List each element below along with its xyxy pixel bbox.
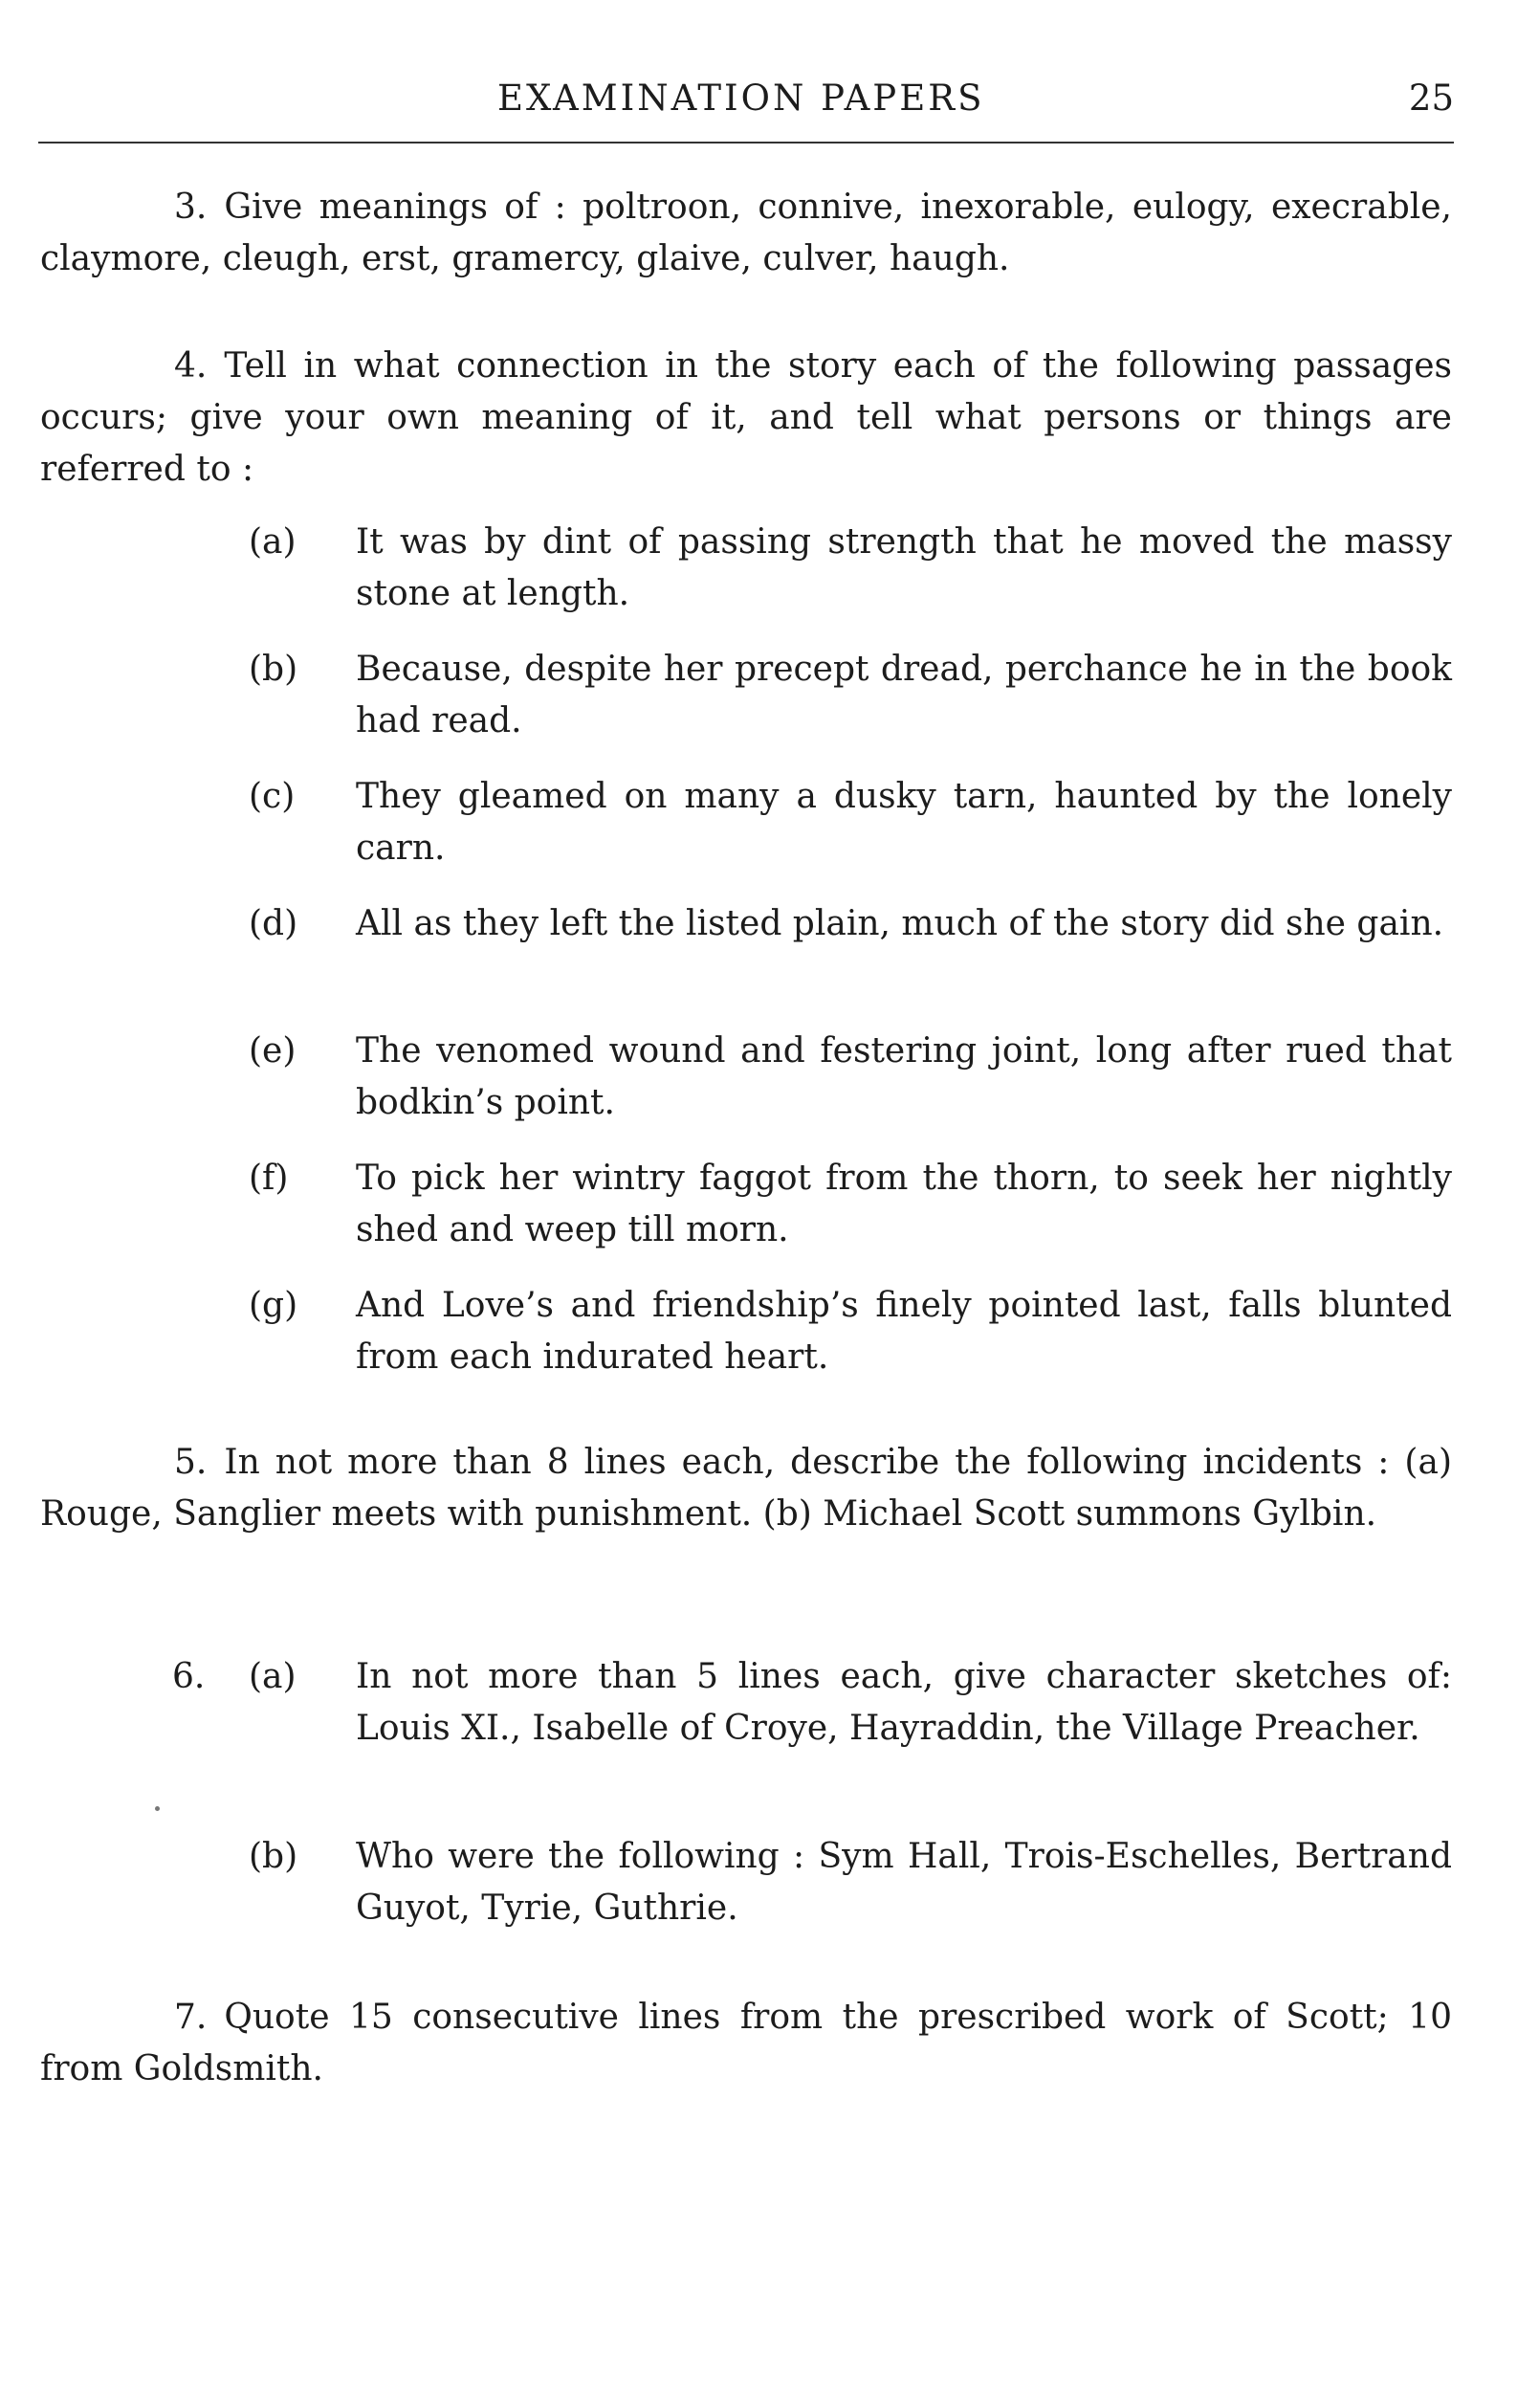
sub-item-text: The venomed wound and festering joint, long after rued that bodkin’s point.: [356, 1031, 1452, 1122]
running-head: [38, 75, 1454, 132]
sub-item-text: And Love’s and friendship’s finely pointed last, falls blunted from each indurated heart.: [356, 1286, 1452, 1377]
sub-item-text: Because, despite her precept dread, perchance he in the book had read.: [356, 650, 1452, 740]
question-7: [40, 1992, 1452, 2095]
question-text: Give meanings of : poltroon, connive, inexorable, eulogy, execrable, claymore, cleugh, erst, gramercy, glaive, culver, haugh.: [40, 188, 1452, 278]
question-text: Tell in what connection in the story each of the following passages occurs; give your own meaning of it, and tell what persons or things are referred to :: [40, 346, 1452, 489]
question-number: 7.: [174, 1998, 208, 2037]
question-4: [40, 341, 1452, 496]
question-number: 5.: [174, 1443, 208, 1482]
sub-item-text: Who were the following : Sym Hall, Trois-Eschelles, Bertrand Guyot, Tyrie, Guthrie.: [356, 1837, 1452, 1928]
question-5: [40, 1437, 1452, 1540]
sub-item-text: It was by dint of passing strength that he moved the massy stone at length.: [356, 522, 1452, 613]
sub-item-label: (c): [249, 777, 296, 816]
running-title: EXAMINATION PAPERS: [497, 77, 985, 119]
sub-item-label: (a): [249, 522, 297, 562]
print-speck: [155, 1806, 160, 1811]
page-number: 25: [1408, 77, 1454, 119]
sub-item-label: (g): [249, 1286, 298, 1325]
sub-item-label: (d): [249, 904, 298, 943]
sub-item-text: To pick her wintry faggot from the thorn, to seek her nightly shed and weep till morn.: [356, 1159, 1452, 1249]
sub-item-text: They gleamed on many a dusky tarn, haunted by the lonely carn.: [356, 777, 1452, 868]
sub-item-label: (b): [249, 650, 298, 689]
question-number: 4.: [174, 346, 208, 386]
header-rule: [38, 142, 1454, 144]
sub-item-label: (a): [249, 1657, 297, 1696]
sub-item-text: In not more than 5 lines each, give character sketches of: Louis XI., Isabelle of Croye, Hayraddin, the Village Preacher.: [356, 1657, 1452, 1748]
sub-item-label: (e): [249, 1031, 297, 1071]
question-text: Quote 15 consecutive lines from the prescribed work of Scott; 10 from Goldsmith.: [40, 1998, 1452, 2088]
question-number: 3.: [174, 188, 208, 227]
question-3: [40, 182, 1452, 285]
question-number: 6.: [172, 1657, 206, 1696]
sub-item-text: All as they left the listed plain, much of the story did she gain.: [356, 904, 1444, 943]
question-text: In not more than 8 lines each, describe the following incidents : (a) Rouge, Sanglier meets with punishment. (b) Michael Scott summons Gylbin.: [40, 1443, 1452, 1534]
sub-item-label: (b): [249, 1837, 298, 1876]
sub-item-label: (f): [249, 1159, 289, 1198]
